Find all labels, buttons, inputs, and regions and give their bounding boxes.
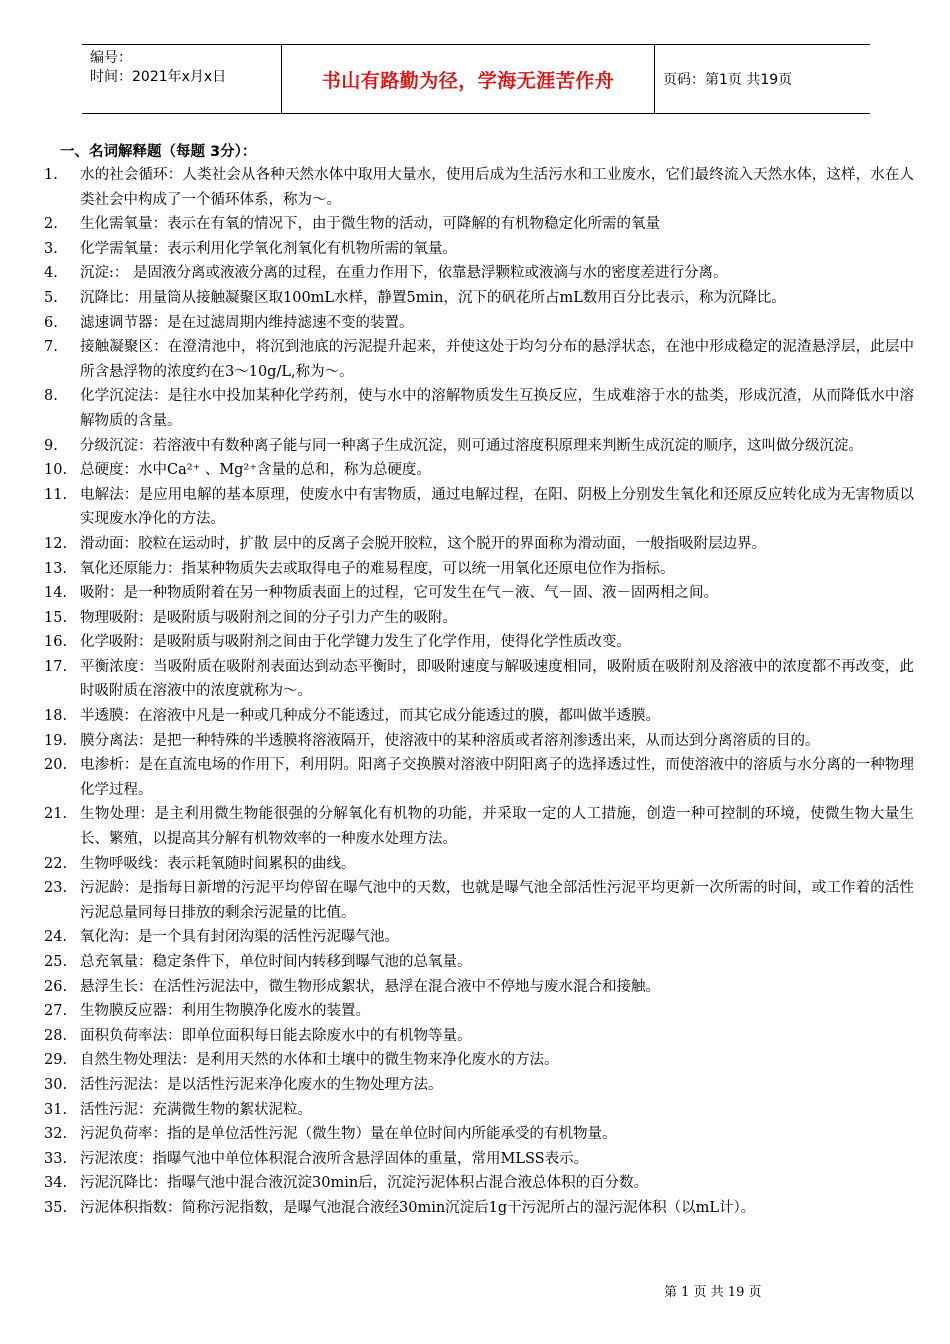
- term-number: 25.: [44, 954, 68, 970]
- term-text: 自然生物处理法：是利用天然的水体和土壤中的微生物来净化废水的方法。: [80, 1052, 559, 1069]
- motto-text: 书山有路勤为径，学海无涯苦作舟: [321, 69, 615, 92]
- term-item: [44, 286, 914, 311]
- term-item: [44, 1048, 914, 1073]
- term-text: 膜分离法：是把一种特殊的半透膜将溶液隔开，使溶液中的某种溶质或者溶剂渗透出来，从而达到分离溶质的目的。: [80, 732, 820, 749]
- term-number: 16.: [44, 634, 68, 651]
- term-text: 生物呼吸线：表示耗氧随时间累积的曲线。: [80, 855, 356, 872]
- term-number: 10.: [44, 462, 68, 479]
- term-item: [44, 630, 914, 655]
- term-item: [44, 802, 914, 851]
- term-number: 29.: [44, 1052, 68, 1069]
- term-item: [44, 1073, 914, 1098]
- term-item: [44, 729, 914, 754]
- term-number: 9.: [44, 437, 58, 454]
- term-number: 14.: [44, 585, 68, 602]
- term-item: [44, 655, 914, 704]
- term-text: 生物膜反应器：利用生物膜净化废水的装置。: [80, 1003, 370, 1020]
- term-number: 31.: [44, 1101, 68, 1118]
- term-number: 6.: [44, 314, 58, 331]
- term-item: [44, 434, 914, 459]
- term-number: 26.: [44, 978, 68, 995]
- term-item: [44, 581, 914, 606]
- term-item: [44, 999, 914, 1024]
- term-text: 电解法：是应用电解的基本原理，使废水中有害物质，通过电解过程，在阳、阴极上分别发生氧化和还原反应转化成为无害物质以实现废水净化的方法。: [80, 486, 914, 528]
- term-item: [44, 311, 914, 336]
- term-text: 化学需氧量：表示利用化学氧化剂氧化有机物所需的氧量。: [80, 240, 457, 257]
- section-title: 一、名词解释题（每题 3分）：: [60, 144, 257, 160]
- term-number: 24.: [44, 929, 68, 946]
- term-item: [44, 1098, 914, 1123]
- term-item: [44, 925, 914, 950]
- term-text: 化学沉淀法：是往水中投加某种化学药剂，使与水中的溶解物质发生互换反应，生成难溶于水的盐类，形成沉渣，从而降低水中溶解物质的含量。: [80, 388, 914, 429]
- term-number: 11.: [44, 486, 68, 503]
- term-text: 半透膜：在溶液中凡是一种或几种成分不能透过，而其它成分能透过的膜，都叫做半透膜。: [80, 708, 660, 725]
- term-item: [44, 1171, 914, 1196]
- term-text: 氧化还原能力：指某种物质失去或取得电子的难易程度，可以统一用氧化还原电位作为指标。: [80, 560, 675, 577]
- page-info: 页码：第1页 共19页: [663, 72, 793, 88]
- term-number: 19.: [44, 732, 68, 749]
- time-label: 时间：2021年x月x日: [90, 69, 227, 85]
- term-text: 滤速调节器：是在过滤周期内维持滤速不变的装置。: [80, 314, 414, 331]
- term-number: 17.: [44, 658, 68, 675]
- term-text: 沉降比：用量筒从接触凝聚区取100mL水样，静置5min，沉下的矾花所占mL数用百分比表示，称为沉降比。: [80, 289, 786, 306]
- term-item: [44, 384, 914, 433]
- term-text: 吸附：是一种物质附着在另一种物质表面上的过程，它可发生在气－液、气－固、液－固两相之间。: [80, 585, 718, 602]
- term-item: [44, 1122, 914, 1147]
- term-item: [44, 532, 914, 557]
- term-item: [44, 950, 914, 975]
- term-number: 32.: [44, 1126, 68, 1143]
- term-text: 氧化沟：是一个具有封闭沟渠的活性污泥曝气池。: [80, 929, 399, 946]
- term-item: [44, 1024, 914, 1049]
- header-page-info-cell: [655, 45, 870, 113]
- term-number: 30.: [44, 1076, 68, 1093]
- term-number: 5.: [44, 289, 58, 306]
- term-number: 15.: [44, 609, 68, 626]
- page-header: [82, 44, 870, 114]
- term-text: 污泥龄：是指每日新增的污泥平均停留在曝气池中的天数，也就是曝气池全部活性污泥平均更新一次所需的时间，或工作着的活性污泥总量同每日排放的剩余污泥量的比值。: [80, 880, 914, 921]
- term-item: [44, 212, 914, 237]
- term-item: [44, 606, 914, 631]
- term-text: 悬浮生长：在活性污泥法中，微生物形成絮状，悬浮在混合液中不停地与废水混合和接触。: [80, 978, 660, 995]
- term-text: 活性污泥法：是以活性污泥来净化废水的生物处理方法。: [80, 1076, 443, 1093]
- term-text: 污泥负荷率：指的是单位活性污泥（微生物）量在单位时间内所能承受的有机物量。: [80, 1126, 617, 1143]
- term-number: 22.: [44, 855, 68, 872]
- term-item: [44, 704, 914, 729]
- term-text: 面积负荷率法：即单位面积每日能去除废水中的有机物等量。: [80, 1027, 472, 1044]
- term-text: 接触凝聚区：在澄清池中，将沉到池底的污泥提升起来，并使这处于均匀分布的悬浮状态，在池中形成稳定的泥渣悬浮层，此层中所含悬浮物的浓度约在3～10g/L,称为～。: [80, 339, 914, 380]
- term-text: 生化需氧量：表示在有氧的情况下，由于微生物的活动，可降解的有机物稳定化所需的氧量: [80, 216, 660, 233]
- term-list: [44, 163, 914, 1221]
- term-text: 物理吸附：是吸附质与吸附剂之间的分子引力产生的吸附。: [80, 609, 457, 626]
- term-item: [44, 261, 914, 286]
- term-number: 13.: [44, 560, 68, 577]
- term-number: 35.: [44, 1199, 68, 1216]
- term-item: [44, 876, 914, 925]
- term-text: 污泥体积指数：简称污泥指数，是曝气池混合液经30min沉淀后1g干污泥所占的湿污泥体积（以mL计）。: [80, 1199, 756, 1216]
- term-text: 滑动面：胶粒在运动时，扩散 层中的反离子会脱开胶粒，这个脱开的界面称为滑动面，一般指吸附层边界。: [80, 535, 767, 552]
- number-label: 编号：: [90, 50, 132, 66]
- term-text: 平衡浓度：当吸附质在吸附剂表面达到动态平衡时，即吸附速度与解吸速度相同，吸附质在吸附剂及溶液中的浓度都不再改变，此时吸附质在溶液中的浓度就称为～。: [80, 658, 914, 700]
- term-item: [44, 1196, 914, 1221]
- header-motto-cell: [282, 45, 655, 113]
- term-number: 34.: [44, 1175, 68, 1192]
- term-text: 总充氧量：稳定条件下，单位时间内转移到曝气池的总氧量。: [80, 954, 472, 970]
- term-number: 20.: [44, 757, 68, 774]
- term-text: 电渗析：是在直流电场的作用下，利用阴。阳离子交换膜对溶液中阴阳离子的选择透过性，而使溶液中的溶质与水分离的一种物理化学过程。: [80, 757, 914, 798]
- term-number: 28.: [44, 1027, 68, 1044]
- term-item: [44, 458, 914, 483]
- term-number: 23.: [44, 880, 68, 897]
- term-item: [44, 483, 914, 532]
- term-item: [44, 237, 914, 262]
- term-number: 8.: [44, 388, 58, 405]
- term-item: [44, 1147, 914, 1172]
- term-text: 活性污泥：充满微生物的絮状泥粒。: [80, 1101, 312, 1118]
- term-number: 2.: [44, 216, 58, 233]
- term-number: 7.: [44, 339, 58, 356]
- term-number: 1.: [44, 167, 58, 183]
- term-item: [44, 335, 914, 384]
- term-number: 12.: [44, 535, 68, 552]
- term-item: [44, 852, 914, 877]
- header-meta: [82, 45, 282, 113]
- term-item: [44, 557, 914, 582]
- term-number: 18.: [44, 708, 68, 725]
- page-footer: 第 1 页 共 19 页: [664, 1285, 762, 1300]
- term-number: 4.: [44, 265, 58, 282]
- term-text: 沉淀:： 是固液分离或液液分离的过程，在重力作用下，依靠悬浮颗粒或液滴与水的密度差进行分离。: [80, 265, 728, 282]
- term-text: 生物处理：是主利用微生物能很强的分解氧化有机物的功能，并采取一定的人工措施，创造一种可控制的环境，使微生物大量生长、繁殖，以提高其分解有机物效率的一种废水处理方法。: [80, 806, 914, 848]
- term-item: [44, 975, 914, 1000]
- term-text: 化学吸附：是吸附质与吸附剂之间由于化学键力发生了化学作用，使得化学性质改变。: [80, 634, 631, 651]
- term-item: [44, 753, 914, 802]
- term-text: 总硬度：水中Ca²⁺ 、Mg²⁺含量的总和，称为总硬度。: [80, 462, 431, 479]
- term-number: 21.: [44, 806, 68, 823]
- term-text: 污泥浓度：指曝气池中单位体积混合液所含悬浮固体的重量，常用MLSS表示。: [80, 1150, 589, 1167]
- term-number: 33.: [44, 1150, 68, 1167]
- term-item: [44, 163, 914, 212]
- term-text: 污泥沉降比：指曝气池中混合液沉淀30min后，沉淀污泥体积占混合液总体积的百分数。: [80, 1175, 649, 1192]
- term-number: 27.: [44, 1003, 68, 1020]
- term-text: 分级沉淀：若溶液中有数种离子能与同一种离子生成沉淀，则可通过溶度积原理来判断生成沉淀的顺序，这叫做分级沉淀。: [80, 437, 863, 454]
- term-text: 水的社会循环：人类社会从各种天然水体中取用大量水，使用后成为生活污水和工业废水，它们最终流入天然水体，这样，水在人类社会中构成了一个循环体系，称为～。: [80, 167, 914, 208]
- term-number: 3.: [44, 240, 58, 257]
